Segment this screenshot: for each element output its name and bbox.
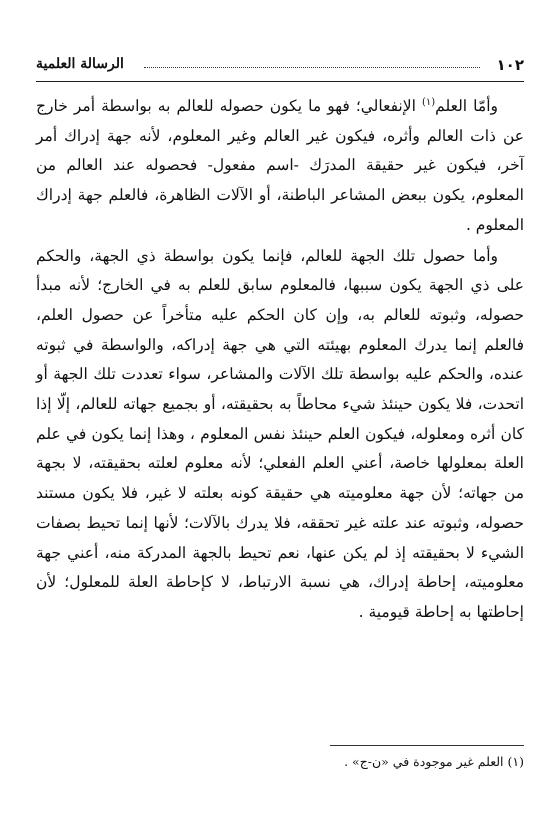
running-title: الرسالة العلمية bbox=[36, 56, 124, 72]
footnote-rule bbox=[330, 745, 524, 746]
page-number: ١٠٢ bbox=[496, 56, 524, 74]
footnote-number: (١) bbox=[507, 754, 524, 769]
header-rule bbox=[36, 81, 524, 82]
footnote bbox=[36, 752, 524, 772]
footnote-text: العلم غير موجودة في «ن-ج» . bbox=[344, 754, 508, 769]
footnote-reference: (١) bbox=[421, 96, 436, 108]
paragraph-1-opening: وأمّا العلم bbox=[435, 97, 498, 115]
main-text bbox=[36, 92, 524, 628]
header-leader-dots bbox=[144, 67, 480, 68]
paragraph-1-text: الإنفعالي؛ فهو ما يكون حصوله للعالم به بواسطة أمر خارج عن ذات العالم وأثره، فيكون غير العالم وغير المعلوم، لأنه جهة إدراك أمر آخر، فيكون غير حقيقة المدرَك -اسم مفعول- فحصوله عند العالم من المعلوم، يكون ببعض المشاعر الباطنة، أو الآلات الظاهرة، فالعلم جهة إدراك المعلوم . bbox=[36, 97, 524, 234]
paragraph-1 bbox=[36, 92, 524, 241]
paragraph-2: وأما حصول تلك الجهة للعالم، فإنما يكون بواسطة ذي الجهة، والحكم على ذي الجهة يكون سببها، فالمعلوم سابق للعلم به في الخارج؛ لأنه مبدأ حصوله، وثبوته للعالم به، وإن كان الحكم عليه متأخراً عن حصول العلم، فالعلم إنما يدرك المعلوم بهيئته التي هي جهة إدراكه، والواسطة في ثبوته عنده، والحكم عليه بواسطة تلك الآلات والمشاعر، سواء تعددت تلك الجهة أو اتحدت، فلا يكون حينئذ شيء محاطاً به بحقيقته، أو بجميع جهاته للعالم، إلّا إذا كان أثره ومعلوله، فيكون العلم حينئذ نفس المعلوم ، وهذا إنما يكون في علم العلة بمعلولها خاصة، أعني العلم الفعلي؛ لأنه معلوم لعلته بحقيقته، لا بجهة من جهاته؛ لأن جهة معلوميته هي حقيقة كونه بعلته لا غير، فلا يكون مستند حصوله، وثبوته عند علته غير تحققه، فلا يدرك بالآلات؛ لأنها إنما تحيط بصفات الشيء لا بحقيقته إذ لم يكن عنها، نعم تحيط بالجهة المدركة منه، أعني جهة معلوميته، إحاطة إدراك، هي نسبة الارتباط، لا كإحاطة العلة للمعلول؛ لأن إحاطتها به إحاطة قيومية . bbox=[36, 246, 524, 621]
page-header bbox=[36, 54, 524, 78]
